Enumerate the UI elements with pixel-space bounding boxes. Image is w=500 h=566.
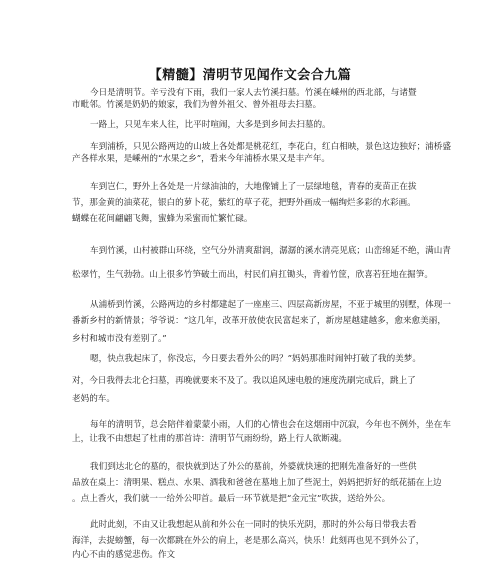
text-line-17: 每年的清明节，总会陪伴着蒙蒙小雨，人们的心情也会在这烟雨中沉寂，今年也不例外，坐在车 (90, 420, 451, 430)
text-line-23: 海洋，去捉螃蟹，每一次都跳在外公的肩上，老是那么高兴，快乐！此刻再也见不到外公了， (72, 536, 425, 546)
text-line-10: 松翠竹，生气勃勃。山上很多竹笋破土而出，村民们肩扛锄头，背着竹筐，欣喜若狂地在掘笋。 (72, 270, 433, 280)
text-line-18: 上，让我不由想起了杜甫的那首诗：清明节气雨纷纷，路上行人欲断魂。 (72, 434, 348, 444)
text-line-3: 一路上，只见车来人往，比平时喧闹，大多是到乡间去扫墓的。 (90, 120, 331, 130)
text-line-15: 对，今日我得去北仑扫墓，再晚就要来不及了。我以追风速电般的速度洗刷完成后，跳上了 (72, 376, 416, 386)
text-line-16: 老妈的车。 (72, 394, 115, 404)
text-line-7: 节，那金黄的油菜花，银白的萝卜花，紫红的草子花，把野外画成一幅绚烂多彩的水彩画。 (72, 198, 416, 208)
text-line-6: 车到岂仁，野外上各处是一片绿油油的，大地像铺上了一层绿地毯，青春的麦苗正在拔 (90, 182, 417, 192)
text-line-24: 内心不由的感觉悲伤。作文 (72, 550, 176, 560)
text-line-11: 从浦桥到竹溪，公路两边的乡村都建起了一座座三、四层高新房屋，不亚于城里的别墅，体现一 (90, 300, 451, 310)
text-line-4: 车到浦桥，只见公路两边的山坡上各处都是桃花红，李花白，红白相映，景色这边独好；浦桥盛 (90, 142, 451, 152)
text-line-22: 此时此刻，不由又让我想起从前和外公在一同时的快乐光阴，那时的外公每日带我去看 (90, 520, 417, 530)
text-line-13: 乡村和城市没有差别了。” (72, 334, 167, 344)
text-line-19: 我们到达北仑的墓的，很快就到达了外公的墓前，外婆就快速的把刚先准备好的一些供 (90, 462, 417, 472)
text-line-12: 番新乡村的新情景；爷爷说：“这几年，改革开放使农民富起来了，新房屋越建越多，愈来愈美丽， (72, 316, 446, 326)
text-line-2: 市毗邻。竹溪是奶奶的娘家，我们为曾外祖父、曾外祖母去扫墓。 (72, 100, 322, 110)
document-title: 【精髓】清明节见闻作文会合九篇 (148, 68, 352, 83)
text-line-8: 蝴蝶在花间翩翩飞舞，蜜蜂为采蜜而忙繁忙碌。 (72, 214, 253, 224)
text-line-14: 嗯，快点我起床了，你没忘，今日要去看外公的吗？”妈妈那准时闹钟打破了我的美梦。 (90, 354, 421, 364)
text-line-1: 今日是清明节。辛亏没有下雨，我们一家人去竹溪扫墓。竹溪在嵊州的西北部，与诸暨 (90, 88, 417, 98)
text-line-21: 。点上香火，我们就一一给外公叩首。最后一环节就是把“金元宝”吹拔，送给外公。 (72, 494, 391, 504)
text-line-20: 品放在桌上：清明果、糕点、水果、酒我和爸爸在墓地上加了些泥土，妈妈把折好的纸花插在上边 (72, 478, 442, 488)
text-line-9: 车到竹溪，山村被群山环绕，空气分外清爽甜润，潺潺的溪水清亮见底；山峦绵延不绝，满山青 (90, 246, 451, 256)
text-line-5: 产各样水果，是嵊州的“水果之乡”，看来今年浦桥水果又是丰产年。 (72, 154, 331, 164)
